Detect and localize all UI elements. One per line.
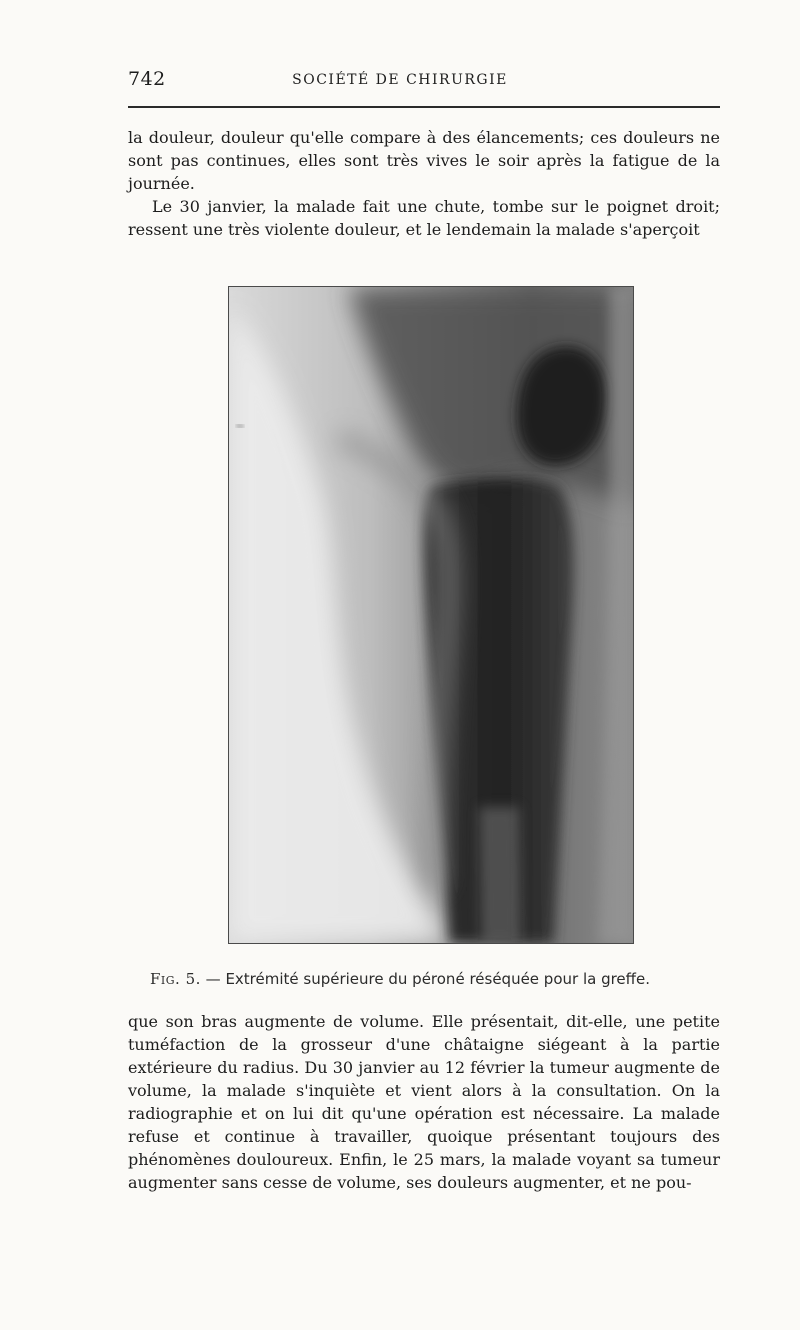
xray-image: [229, 287, 633, 943]
figure-radiograph: [228, 286, 634, 944]
running-head: SOCIÉTÉ DE CHIRURGIE: [292, 72, 508, 88]
page-number: 742: [128, 68, 166, 90]
paragraph-continued: la douleur, douleur qu'elle compare à des élancements; ces douleurs ne sont pas continues, elles sont très vives le soir après la fatigue de la journée.: [128, 128, 720, 193]
header-rule: [128, 106, 720, 108]
body-text-bottom: [128, 1010, 720, 1194]
xray-rectangular-shadow: [479, 807, 521, 943]
figure-caption-text: — Extrémité supérieure du péroné réséquée pour la greffe.: [205, 970, 650, 988]
paragraph-chute: Le 30 janvier, la malade fait une chute, tombe sur le poignet droit; ressent une très violente douleur, et le lendemain la malade s'aperçoit: [128, 197, 720, 239]
figure-caption: [0, 970, 800, 988]
paragraph-volume: que son bras augmente de volume. Elle présentait, dit-elle, une petite tuméfaction de la grosseur d'une châtaigne siégeant à la partie extérieure du radius. Du 30 janvier au 12 février la tumeur augmente de volume, la malade s'inquiète et vient alors à la consultation. On la radiographie et on lui dit qu'une opération est nécessaire. La malade refuse et continue à travailler, quoique présentant toujours des phénomènes douloureux. Enfin, le 25 mars, la malade voyant sa tumeur augmenter sans cesse de volume, ses douleurs augmenter, et ne pou-: [128, 1012, 720, 1192]
figure-label: Fig. 5.: [150, 970, 201, 988]
body-text-top: [128, 126, 720, 241]
